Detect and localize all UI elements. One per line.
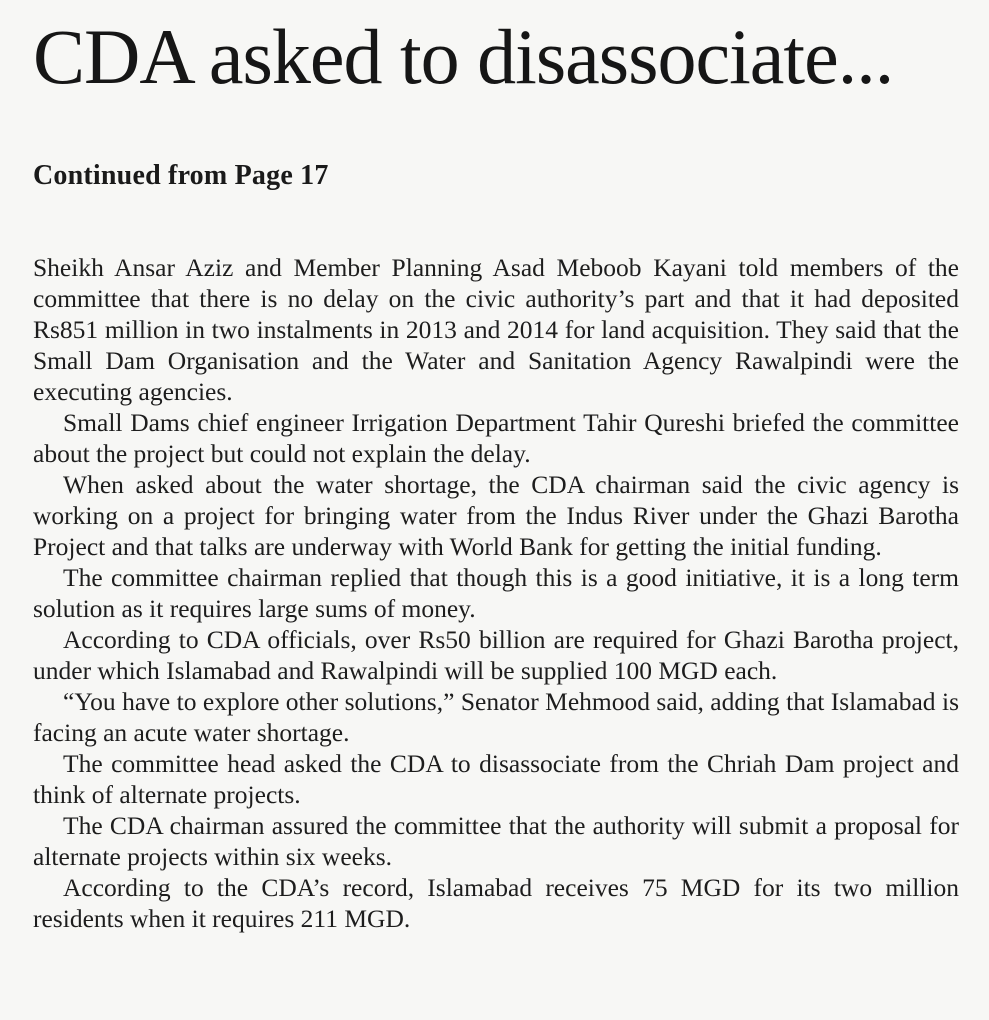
article-paragraph-4: The committee chairman replied that though this is a good initiative, it is a long term solution as it requires large sums of money. (33, 563, 959, 623)
continued-from-note: Continued from Page 17 (33, 160, 329, 191)
article-paragraph-2: Small Dams chief engineer Irrigation Department Tahir Qureshi briefed the committee about the project but could not explain the delay. (33, 408, 959, 468)
article-paragraph-8: The CDA chairman assured the committee that the authority will submit a proposal for alternate projects within six weeks. (33, 811, 959, 871)
article-paragraph-6: “You have to explore other solutions,” Senator Mehmood said, adding that Islamabad is facing an acute water shortage. (33, 687, 959, 747)
article-paragraph-3: When asked about the water shortage, the CDA chairman said the civic agency is working on a project for bringing water from the Indus River under the Ghazi Barotha Project and that talks are underway with World Bank for getting the initial funding. (33, 470, 959, 561)
article-paragraph-9: According to the CDA’s record, Islamabad receives 75 MGD for its two million residents when it requires 211 MGD. (33, 873, 959, 933)
article-headline: CDA asked to disassociate... (33, 13, 894, 100)
article-paragraph-7: The committee head asked the CDA to disassociate from the Chriah Dam project and think of alternate projects. (33, 749, 959, 809)
article-body (33, 252, 959, 934)
article-paragraph-1: Sheikh Ansar Aziz and Member Planning Asad Meboob Kayani told members of the committee that there is no delay on the civic authority’s part and that it had deposited Rs851 million in two instalments in 2013 and 2014 for land acquisition. They said that the Small Dam Organisation and the Water and Sanitation Agency Rawalpindi were the executing agencies. (33, 253, 959, 406)
article-paragraph-5: According to CDA officials, over Rs50 billion are required for Ghazi Barotha project, under which Islamabad and Rawalpindi will be supplied 100 MGD each. (33, 625, 959, 685)
